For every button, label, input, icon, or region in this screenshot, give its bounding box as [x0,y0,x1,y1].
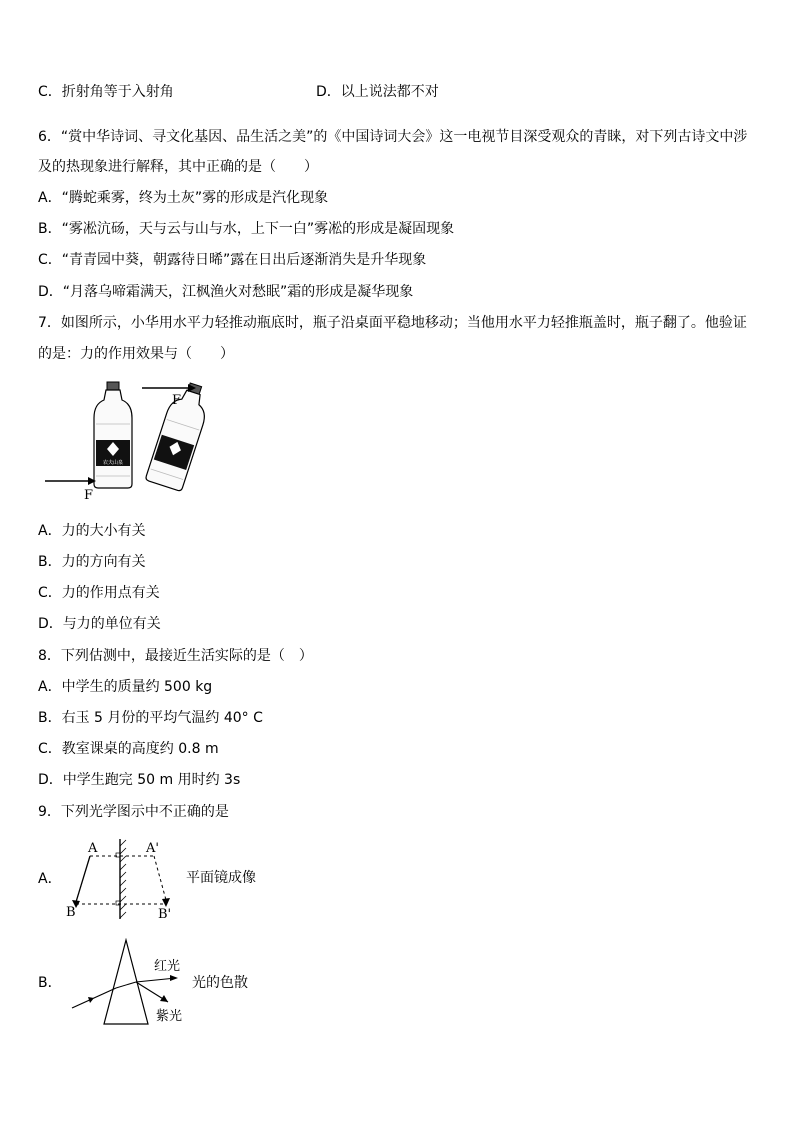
q9-option-b-letter: B． [38,975,62,991]
top-force-label: F [172,393,182,408]
q6-option-d: D．“月落乌啼霜满天，江枫渔火对愁眠”霜的形成是凝华现象 [38,284,414,300]
q6-stem-line2: 及的热现象进行解释，其中正确的是（ ） [38,159,318,175]
q6-stem-line1: 6．“赏中华诗词、寻文化基因、品生活之美”的《中国诗词大会》这一电视节目深受观众的青睐，对下列古诗文中涉 [38,129,748,145]
prism-label-red: 红光 [154,959,181,974]
q8-option-b: B．右玉 5 月份的平均气温约 40° C [38,710,263,726]
q9-option-a-letter: A． [38,871,62,887]
q7-option-d: D．与力的单位有关 [38,616,161,632]
q7-stem-line2: 的是：力的作用效果与（ ） [38,346,234,362]
q7-option-c: C．力的作用点有关 [38,585,160,601]
q8-option-d: D．中学生跑完 50 m 用时约 3s [38,772,241,788]
bottom-force-label: F [84,488,94,503]
upright-bottle [94,382,132,488]
bottle-label-text: 农夫山泉 [102,460,124,466]
q6-option-c: C．“青青园中葵，朝露待日晞”露在日出后逐渐消失是升华现象 [38,252,427,268]
q7-option-a: A．力的大小有关 [38,523,146,539]
q8-option-c: C．教室课桌的高度约 0.8 m [38,741,219,757]
q9-option-a-caption: 平面镜成像 [186,870,256,886]
q6-option-a: A．“腾蛇乘雾，终为土灰”雾的形成是汽化现象 [38,190,329,206]
q7-bottle-figure [40,378,220,504]
q7-option-b: B．力的方向有关 [38,554,146,570]
plane-mirror-diagram [60,834,190,924]
mirror-label-a-prime: A' [146,841,159,856]
mirror-label-b-prime: B' [158,907,172,922]
q6-option-b: B．“雾凇沆砀，天与云与山与水，上下一白”雾凇的形成是凝固现象 [38,221,455,237]
q8-option-a: A．中学生的质量约 500 kg [38,679,213,695]
prism-label-violet: 紫光 [156,1009,183,1024]
q9-option-b-caption: 光的色散 [192,975,248,991]
q5-option-d: D．以上说法都不对 [316,84,439,100]
q7-stem-line1: 7．如图所示，小华用水平力轻推动瓶底时，瓶子沿桌面平稳地移动；当他用水平力轻推瓶盖时，瓶子翻了。他验证 [38,315,747,331]
q5-option-c: C．折射角等于入射角 [38,84,174,100]
q9-stem: 9．下列光学图示中不正确的是 [38,804,229,820]
prism-dispersion-diagram [66,938,196,1030]
mirror-label-a: A [88,841,98,856]
q8-stem: 8．下列估测中，最接近生活实际的是（ ） [38,648,313,664]
mirror-label-b: B [66,905,76,920]
